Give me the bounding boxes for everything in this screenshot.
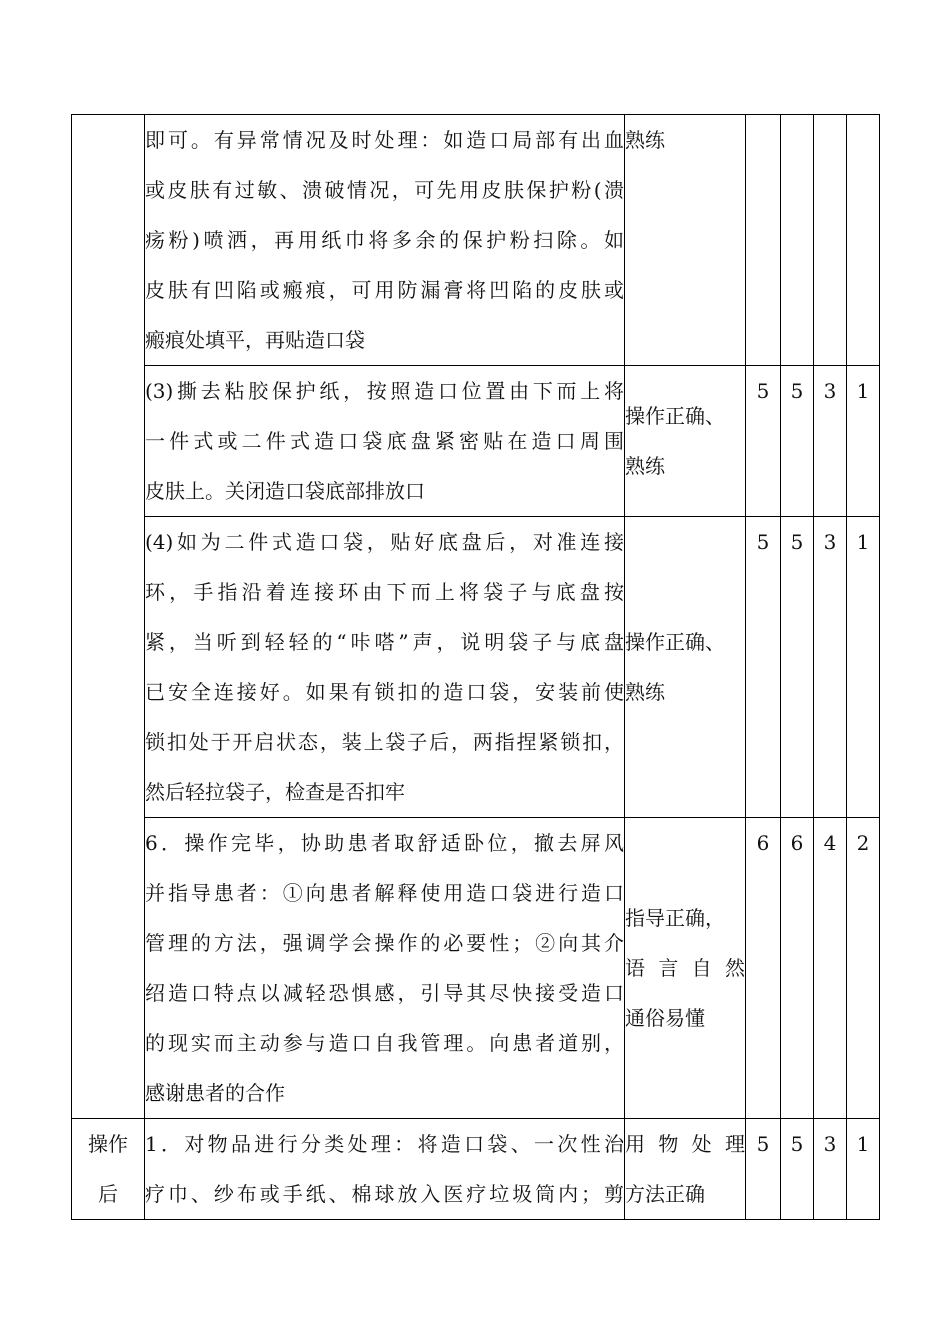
standard-cell — [625, 115, 746, 366]
content-line: (4)如为二件式造口袋，贴好底盘后，对准连接 — [145, 530, 624, 554]
standard-cell — [625, 818, 746, 1119]
table-row — [72, 818, 880, 1119]
content-cell — [145, 366, 625, 517]
score-c-cell: 3 — [814, 1119, 847, 1220]
score-d-cell: 1 — [847, 1119, 880, 1220]
content-line: 疗巾、纱布或手纸、棉球放入医疗垃圾筒内；剪 — [145, 1182, 624, 1206]
standard-line: 语言自然 — [625, 956, 745, 980]
content-line: 6．操作完毕，协助患者取舒适卧位，撤去屏风 — [145, 831, 624, 855]
content-line: 或皮肤有过敏、溃破情况，可先用皮肤保护粉(溃 — [145, 178, 624, 202]
content-line: 疡粉)喷洒，再用纸巾将多余的保护粉扫除。如 — [145, 228, 624, 252]
content-line: 的现实而主动参与造口自我管理。向患者道别， — [145, 1031, 624, 1055]
section-cell — [72, 1119, 145, 1220]
content-line: (3)撕去粘胶保护纸，按照造口位置由下而上将 — [145, 379, 624, 403]
score-d-cell: 2 — [847, 818, 880, 1119]
content-line: 一件式或二件式造口袋底盘紧密贴在造口周围 — [145, 429, 624, 453]
content-cell — [145, 818, 625, 1119]
table-row — [72, 517, 880, 818]
content-line: 1．对物品进行分类处理：将造口袋、一次性治 — [145, 1132, 624, 1156]
score-b-cell: 6 — [781, 818, 814, 1119]
scoring-table — [71, 114, 880, 1220]
content-line: 管理的方法，强调学会操作的必要性；②向其介 — [145, 931, 624, 955]
standard-cell — [625, 1119, 746, 1220]
section-line: 后 — [98, 1182, 118, 1206]
score-a-cell: 5 — [746, 517, 781, 818]
table-row — [72, 115, 880, 366]
score-b-cell: 5 — [781, 366, 814, 517]
standard-cell — [625, 517, 746, 818]
content-cell — [145, 115, 625, 366]
content-cell — [145, 1119, 625, 1220]
score-b-cell: 5 — [781, 1119, 814, 1220]
content-line: 已安全连接好。如果有锁扣的造口袋，安装前使 — [145, 680, 624, 704]
standard-line: 用物处理 — [625, 1132, 745, 1156]
score-c-cell: 3 — [814, 517, 847, 818]
content-line: 皮肤上。关闭造口袋底部排放口 — [145, 479, 425, 503]
standard-line: 通俗易懂 — [625, 1006, 705, 1030]
section-line: 操作 — [88, 1132, 128, 1156]
score-a-cell — [746, 115, 781, 366]
content-line: 绍造口特点以减轻恐惧感，引导其尽快接受造口 — [145, 981, 624, 1005]
table-row — [72, 1119, 880, 1220]
score-d-cell: 1 — [847, 517, 880, 818]
standard-line: 熟练 — [625, 680, 665, 704]
score-a-cell: 6 — [746, 818, 781, 1119]
content-line: 皮肤有凹陷或瘢痕，可用防漏膏将凹陷的皮肤或 — [145, 278, 624, 302]
content-line: 然后轻拉袋子，检查是否扣牢 — [145, 780, 405, 804]
score-c-cell: 3 — [814, 366, 847, 517]
score-a-cell: 5 — [746, 1119, 781, 1220]
score-a-cell: 5 — [746, 366, 781, 517]
standard-line: 操作正确、 — [625, 630, 725, 654]
content-line: 瘢痕处填平，再贴造口袋 — [145, 328, 365, 352]
standard-line: 指导正确， — [625, 906, 725, 930]
score-d-cell — [847, 115, 880, 366]
content-line: 感谢患者的合作 — [145, 1081, 285, 1105]
standard-line: 熟练 — [625, 454, 665, 478]
standard-line: 熟练 — [625, 128, 665, 152]
score-c-cell — [814, 115, 847, 366]
standard-cell — [625, 366, 746, 517]
standard-line: 方法正确 — [625, 1182, 705, 1206]
score-b-cell: 5 — [781, 517, 814, 818]
content-line: 锁扣处于开启状态，装上袋子后，两指捏紧锁扣， — [145, 730, 624, 754]
content-cell — [145, 517, 625, 818]
section-cell — [72, 115, 145, 1119]
score-d-cell: 1 — [847, 366, 880, 517]
content-line: 紧，当听到轻轻的“咔嗒”声，说明袋子与底盘 — [145, 630, 624, 654]
content-line: 即可。有异常情况及时处理：如造口局部有出血 — [145, 128, 624, 152]
content-line: 并指导患者：①向患者解释使用造口袋进行造口 — [145, 881, 624, 905]
standard-line: 操作正确、 — [625, 404, 725, 428]
score-c-cell: 4 — [814, 818, 847, 1119]
score-b-cell — [781, 115, 814, 366]
content-line: 环，手指沿着连接环由下而上将袋子与底盘按 — [145, 580, 624, 604]
table-row — [72, 366, 880, 517]
